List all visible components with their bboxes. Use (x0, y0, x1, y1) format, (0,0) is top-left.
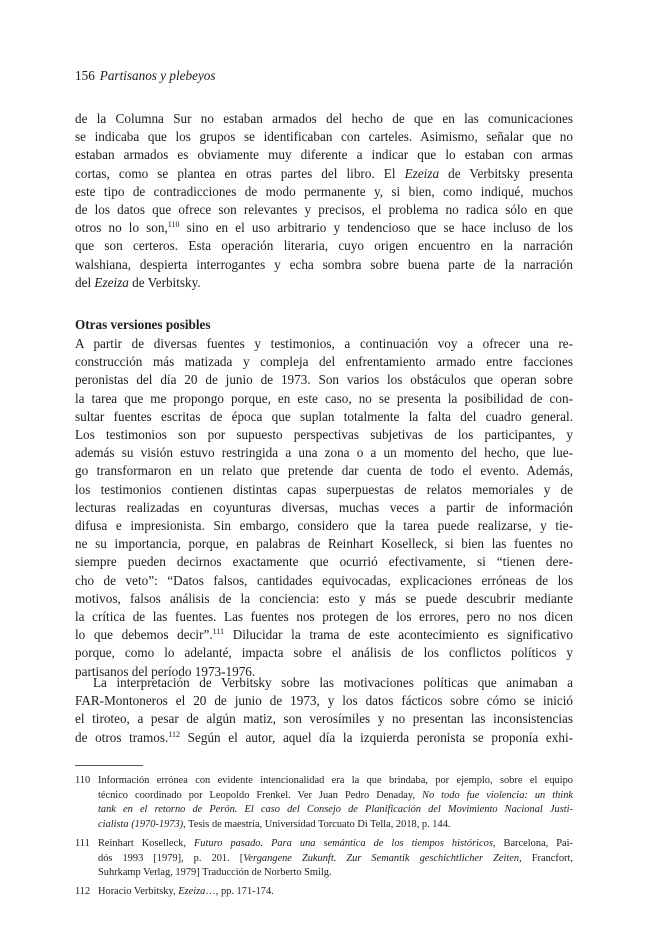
text-line: del Ezeiza de Verbitsky. (75, 274, 201, 290)
text-line: construcción más matizada y compleja del enfrentamiento armado entre facciones (75, 354, 573, 370)
text-line: la crítica de las fuentes. Las fuentes nos protegen de los errores, pero no nos dicen (75, 609, 573, 625)
text-line: La interpretación de Verbitsky sobre las motivaciones políticas que animaban a (93, 675, 573, 690)
running-head-title: Partisanos y plebeyos (99, 68, 216, 83)
text-line: además su visión estuvo restringida a una zona o a un momento del hecho, que lue- (75, 445, 573, 461)
text-line: de los datos que ofrece son relevantes y precisos, el problema no radica sólo en que (75, 202, 573, 218)
text-line: difusa e impresionista. Sin embargo, considero que la tarea puede realizarse, y tie- (75, 518, 573, 534)
running-head (75, 68, 216, 84)
text-line: partisanos del período 1973-1976. (75, 663, 256, 679)
footnote-separator (75, 765, 143, 766)
paragraph-2 (75, 335, 573, 681)
text-line: siempre pueden decirnos exactamente que ocurrió efectivamente, si “tienen dere- (75, 554, 573, 570)
text-line: se indicaba que los grupos se identificaban con carteles. Asimismo, señalar que no (75, 129, 573, 145)
footnote-line: Información errónea con evidente intencionalidad era la que brindaba, por ejemplo, sobre el equipo (98, 775, 573, 786)
footnote-number: 111 (75, 838, 90, 849)
text-line: que son certeros. Esta operación literaria, cuyo origen encuentro en la narración (75, 238, 573, 254)
text-line: go transformaron en un relato que pretende dar cuenta de todo el evento. Además, (75, 463, 573, 479)
footnote-ref-111[interactable]: 111 (212, 627, 225, 637)
footnote-number: 112 (75, 886, 91, 897)
paragraph-1 (75, 110, 573, 292)
paragraph-3 (75, 674, 573, 747)
text-line: lecturas realizadas en coyunturas diversas, muchas veces a partir de información (75, 499, 573, 515)
footnote-line: dós 1993 [1979], p. 201. [Vergangene Zukunft. Zur Semantik geschichtlicher Zeiten, Francfort, (98, 852, 573, 864)
footnote-line: técnico coordinado por Leopoldo Frenkel. Ver Juan Pedro Denaday, No todo fue violencia: un think (98, 789, 573, 801)
text-line: otros no lo son,$^{110}$ sino en el uso arbitrario y tendencioso que se hace incluso de los (75, 220, 574, 236)
text-line: cortas, como se plantea en otras partes del libro. El Ezeiza de Verbitsky presenta (75, 165, 574, 181)
footnote-111 (75, 837, 573, 881)
text-line: FAR-Montoneros el 20 de junio de 1973, y los datos fácticos sobre cómo se inició (75, 693, 573, 709)
footnote-line: Horacio Verbitsky, Ezeiza…, pp. 171-174. (98, 886, 274, 897)
text-line: estaban armados es obviamente muy diferente a indicar que lo estaban con armas (75, 147, 573, 163)
footnote-ref-110[interactable]: 110 (167, 220, 180, 230)
text-line: este tipo de contradicciones de modo permanente y, si bien, como indiqué, muchos (75, 183, 573, 199)
text-line: de la Columna Sur no estaban armados del hecho de que en las comunicaciones (75, 111, 573, 126)
footnote-line: cialista (1970-1973), Tesis de maestría, Universidad Torcuato Di Tella, 2018, p. 144. (98, 818, 451, 830)
text-line: peronistas del día 20 de junio de 1973. Son varios los obstáculos que operan sobre (75, 372, 573, 388)
text-line: walshiana, despierta interrogantes y echa sombra sobre buena parte de la narración (75, 256, 573, 272)
section-heading: Otras versiones posibles (75, 317, 211, 332)
text-line: A partir de diversas fuentes y testimonios, a continuación voy a ofrecer una re- (75, 336, 573, 351)
footnote-ref-112[interactable]: 112 (168, 729, 181, 739)
text-line: la tarea que me propongo porque, en este caso, no se presenta la posibilidad de con- (75, 390, 573, 406)
text-line: los testimonios contienen distintas capas superpuestas de relatos memoriales y de (75, 481, 573, 497)
text-line: motivos, falsos análisis de la conciencia: esto y más se puede descubrir mediante (75, 590, 573, 606)
text-line: de otros tramos.$^{112}$ Según el autor, aquel día la izquierda peronista se proponía exhi- (75, 729, 574, 745)
text-line: ne su importancia, porque, en palabras de Reinhart Koselleck, si bien las fuentes no (75, 536, 573, 552)
text-line: porque, como lo adelanté, impacta sobre el análisis de los conflictos políticos y (75, 645, 573, 661)
footnote-line: Suhrkamp Verlag, 1979] Traducción de Norberto Smilg. (98, 867, 332, 879)
text-line: cho de veto”: “Datos falsos, cantidades equivocadas, explicaciones erróneas de los (75, 572, 573, 588)
footnote-112 (75, 885, 573, 900)
footnote-line: Reinhart Koselleck, Futuro pasado. Para una semántica de los tiempos históricos, Barcelona, Pai- (98, 838, 573, 849)
text-line: el tiroteo, a pesar de algún matiz, son verosímiles y no presentan las inconsistencias (75, 711, 573, 727)
page-number: 156 (75, 68, 95, 83)
footnote-line: tank en el retorno de Perón. El caso del Consejo de Planificación del Movimiento Nacional Justi- (98, 804, 573, 816)
text-line: lo que debemos decir”.$^{111}$ Dilucidar la trama de este acontecimiento es significativo (75, 627, 573, 643)
footnote-110 (75, 774, 573, 832)
text-line: Los testimonios son por supuesto perspectivas subjetivas de los participantes, y (75, 427, 573, 443)
text-line: sultar fuentes escritas de época que suplan totalmente la falta del cuadro general. (75, 408, 573, 424)
footnote-number: 110 (75, 775, 91, 786)
